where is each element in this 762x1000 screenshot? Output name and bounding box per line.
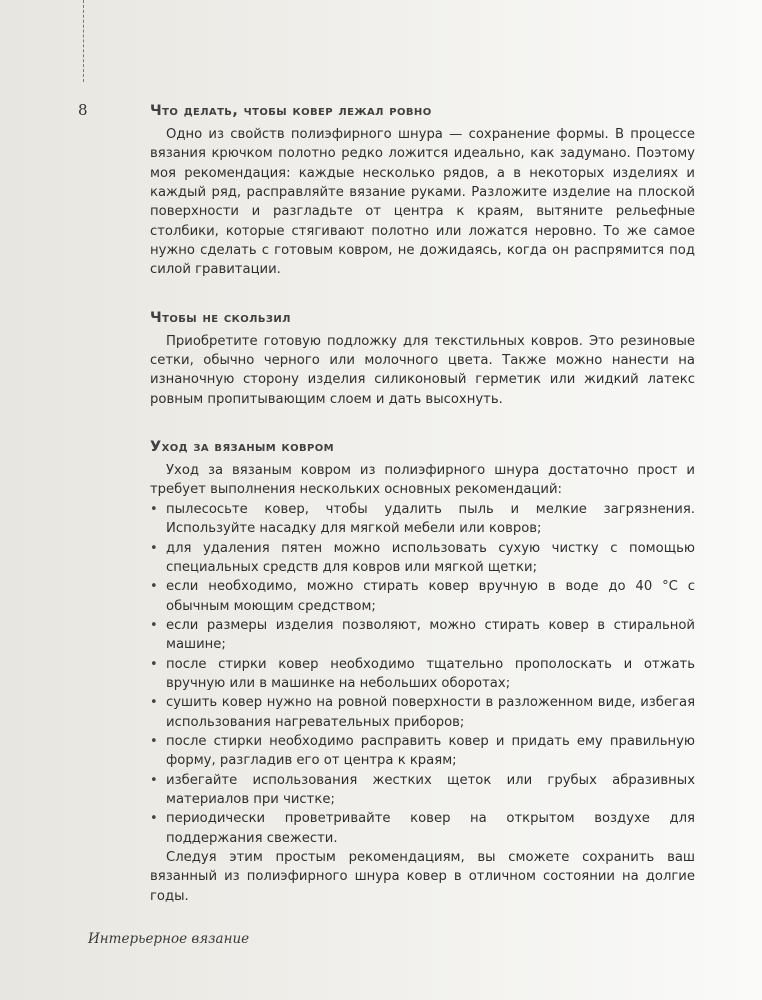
list-item <box>150 693 695 732</box>
page-content <box>150 101 695 906</box>
list-item <box>150 771 695 810</box>
list-item <box>150 732 695 771</box>
bullet-icon: • <box>150 656 158 672</box>
section-heading-non-slip: Чтобы не скользил <box>150 309 291 326</box>
list-item-text: после стирки необходимо расправить ковер и придать ему правильную форму, разгладив его от центра к краям; <box>166 733 695 769</box>
care-intro-paragraph: Уход за вязаным ковром из полиэфирного шнура достаточно прост и требует выполнения нескольких основных рекомендаций: <box>150 463 695 498</box>
list-item <box>150 655 695 694</box>
list-item <box>150 539 695 578</box>
bullet-icon: • <box>150 811 158 827</box>
list-item-text: пылесосьте ковер, чтобы удалить пыль и мелкие загрязнения. Используйте насадку для мягкой мебели или ковров; <box>166 501 695 537</box>
margin-dashed-line <box>83 0 84 82</box>
running-footer: Интерьерное вязание <box>88 931 250 947</box>
list-item-text: сушить ковер нужно на ровной поверхности в разложенном виде, избегая использования нагревательных приборов; <box>166 695 695 730</box>
section-paragraph: Приобретите готовую подложку для текстильных ковров. Это резиновые сетки, обычно черного или молочного цвета. Также можно нанести на изнаночную сторону изделия силиконовый герметик или жидкий латекс ровным пропитывающим слоем и дать высохнуть. <box>150 333 695 407</box>
care-bullet-list <box>150 500 695 848</box>
bullet-icon: • <box>150 772 158 788</box>
list-item-text: для удаления пятен можно использовать сухую чистку с помощью специальных средств для ковров или мягкой щетки; <box>166 540 695 575</box>
bullet-icon: • <box>150 733 158 749</box>
bullet-icon: • <box>150 579 158 595</box>
list-item-text: если необходимо, можно стирать ковер вручную в воде до 40 °С с обычным моющим средством; <box>166 579 695 614</box>
list-item-text: после стирки ковер необходимо тщательно прополоскать и отжать вручную или в машинке на небольших оборотах; <box>166 656 695 691</box>
list-item <box>150 616 695 655</box>
section-heading-flat: Что делать, чтобы ковер лежал ровно <box>150 103 432 119</box>
bullet-icon: • <box>150 540 158 556</box>
list-item-text: периодически проветривайте ковер на открытом воздухе для поддержания свежести. <box>166 811 695 846</box>
list-item <box>150 577 695 616</box>
bullet-icon: • <box>150 695 158 711</box>
list-item-text: избегайте использования жестких щеток или грубых абразивных материалов при чистке; <box>166 772 695 807</box>
list-item-text: если размеры изделия позволяют, можно стирать ковер в стиральной машине; <box>166 617 695 653</box>
bullet-icon: • <box>150 501 158 517</box>
page-number: 8 <box>78 101 88 119</box>
section-heading-care: Уход за вязаным ковром <box>150 439 335 456</box>
care-outro-paragraph: Следуя этим простым рекомендациям, вы сможете сохранить ваш вязанный из полиэфирного шнура ковер в отличном состоянии на долгие годы. <box>150 850 695 904</box>
bullet-icon: • <box>150 617 158 633</box>
section-paragraph: Одно из свойств полиэфирного шнура — сохранение формы. В процессе вязания крючком полотно редко ложится идеально, как задумано. Поэтому моя рекомендация: каждые несколько рядов, а в некоторых изделиях и каждый ряд, расправляйте вязание руками. Разложите изделие на плоской поверхности и разгладьте от центра к краям, вытяните рельефные столбики, которые стягивают полотно или ложатся неровно. То же самое нужно сделать с готовым ковром, не дожидаясь, когда он распрямится под силой гравитации. <box>150 127 695 278</box>
list-item <box>150 500 695 539</box>
list-item <box>150 809 695 848</box>
